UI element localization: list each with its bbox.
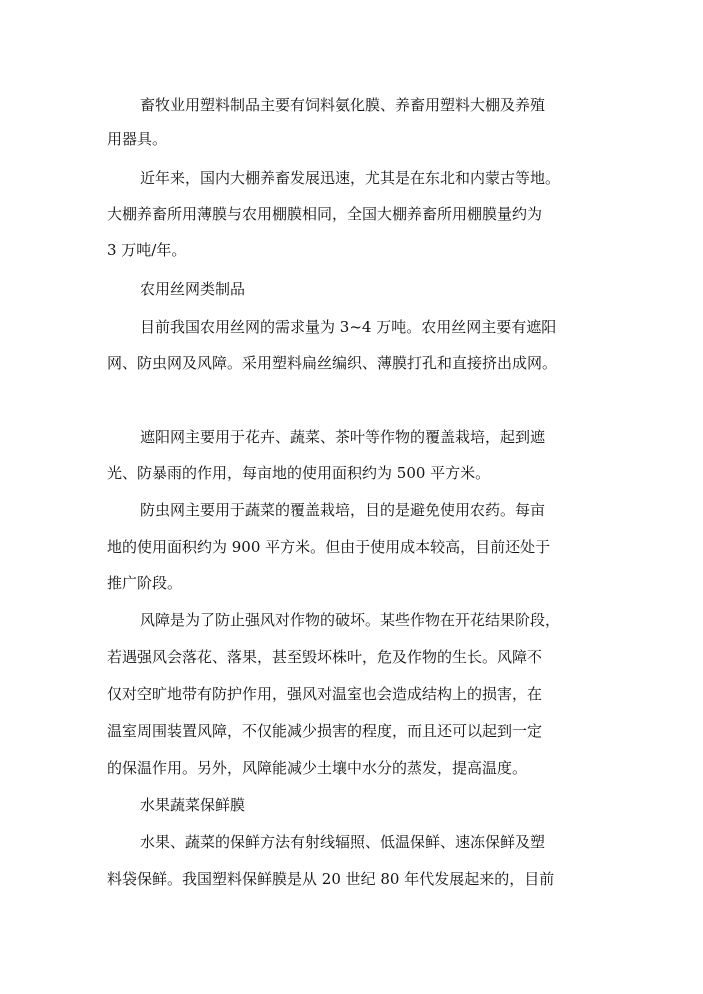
paragraph-7-line-2: 料袋保鲜。我国塑料保鲜膜是从 20 世纪 80 年代发展起来的，目前 [107, 870, 555, 888]
section-heading-fruit-vegetable-film: 水果蔬菜保鲜膜 [140, 796, 246, 814]
section-heading-agricultural-mesh: 农用丝网类制品 [140, 280, 246, 298]
paragraph-6-line-3: 仅对空旷地带有防护作用，强风对温室也会造成结构上的损害，在 [107, 685, 543, 703]
paragraph-5-line-3: 推广阶段。 [107, 574, 183, 592]
paragraph-4-line-1: 遮阳网主要用于花卉、蔬菜、茶叶等作物的覆盖栽培，起到遮 [140, 428, 546, 446]
paragraph-1-line-2: 用器具。 [107, 130, 168, 148]
paragraph-5-line-2: 地的使用面积约为 900 平方米。但由于使用成本较高，目前还处于 [107, 538, 551, 556]
paragraph-2-line-2: 大棚养畜所用薄膜与农用棚膜相同，全国大棚养畜所用棚膜量约为 [107, 205, 543, 223]
paragraph-2-line-1: 近年来，国内大棚养畜发展迅速，尤其是在东北和内蒙古等地。 [140, 169, 561, 187]
paragraph-6-line-4: 温室周围装置风障，不仅能减少损害的程度，而且还可以起到一定 [107, 722, 543, 740]
paragraph-3-line-2: 网、防虫网及风障。采用塑料扁丝编织、薄膜打孔和直接挤出成网。 [107, 354, 558, 372]
paragraph-2-line-3: 3 万吨/年。 [107, 241, 187, 259]
paragraph-4-line-2: 光、防暴雨的作用，每亩地的使用面积约为 500 平方米。 [107, 464, 491, 482]
paragraph-6-line-2: 若遇强风会落花、落果，甚至毁坏株叶，危及作物的生长。风障不 [107, 648, 543, 666]
paragraph-6-line-5: 的保温作用。另外，风障能减少土壤中水分的蒸发，提高温度。 [107, 759, 528, 777]
paragraph-6-line-1: 风障是为了防止强风对作物的破坏。某些作物在开花结果阶段， [140, 611, 561, 629]
paragraph-5-line-1: 防虫网主要用于蔬菜的覆盖栽培，目的是避免使用农药。每亩 [140, 501, 546, 519]
paragraph-1-line-1: 畜牧业用塑料制品主要有饲料氨化膜、养畜用塑料大棚及养殖 [140, 96, 546, 114]
paragraph-7-line-1: 水果、蔬菜的保鲜方法有射线辐照、低温保鲜、速冻保鲜及塑 [140, 833, 546, 851]
paragraph-3-line-1: 目前我国农用丝网的需求量为 3~4 万吨。农用丝网主要有遮阳 [140, 318, 557, 336]
